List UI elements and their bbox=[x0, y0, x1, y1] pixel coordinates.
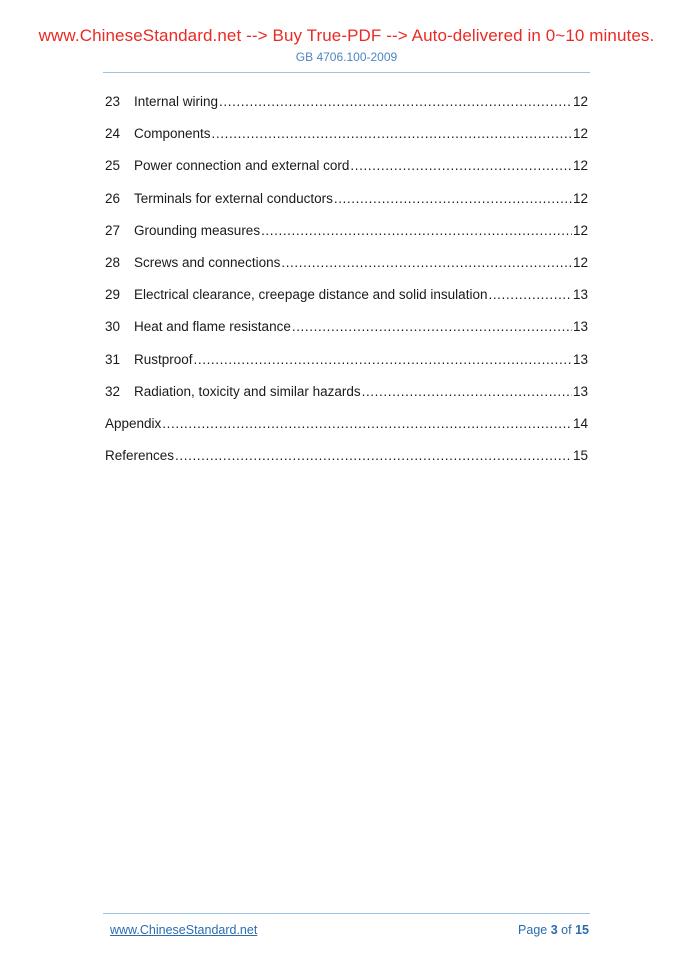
toc-leader-dots bbox=[350, 158, 572, 173]
footer-website-link[interactable]: www.ChineseStandard.net bbox=[110, 923, 258, 937]
toc-leader-dots bbox=[281, 255, 572, 270]
toc-entry-number: 23 bbox=[105, 94, 121, 109]
toc-entry-appendix[interactable] bbox=[105, 416, 588, 448]
toc-leader-dots bbox=[488, 287, 572, 302]
toc-entry-title: Components bbox=[134, 126, 211, 142]
toc-entry-page: 12 bbox=[572, 94, 588, 109]
toc-entry[interactable] bbox=[105, 223, 588, 255]
toc-entry-number: 24 bbox=[105, 126, 121, 142]
toc-entry-page: 12 bbox=[572, 254, 588, 270]
page-prefix: Page bbox=[518, 923, 548, 937]
toc-entry-page: 12 bbox=[572, 222, 588, 238]
toc-entry-title: Grounding measures bbox=[134, 222, 261, 238]
toc-entry-title: Electrical clearance, creepage distance and solid insulation bbox=[134, 287, 488, 303]
total-pages-number: 15 bbox=[575, 923, 589, 937]
toc-leader-dots bbox=[162, 416, 572, 431]
toc-entry-number: 26 bbox=[105, 190, 121, 206]
page-separator: of bbox=[561, 923, 572, 937]
toc-entry-page: 15 bbox=[572, 448, 588, 464]
promo-banner[interactable]: www.ChineseStandard.net --> Buy True-PDF --> Auto-delivered in 0~10 minutes. bbox=[38, 26, 655, 45]
toc-leader-dots bbox=[362, 384, 572, 399]
document-id: GB 4706.100-2009 bbox=[295, 50, 398, 64]
toc-entry-title: Screws and connections bbox=[134, 254, 281, 270]
toc-leader-dots bbox=[334, 191, 572, 206]
toc-entry-page: 12 bbox=[572, 126, 588, 142]
toc-entry-page: 14 bbox=[572, 415, 588, 431]
footer-divider bbox=[103, 913, 590, 914]
toc-entry[interactable] bbox=[105, 384, 588, 416]
toc-leader-dots bbox=[219, 94, 572, 109]
toc-entry-title: Appendix bbox=[105, 415, 162, 431]
toc-entry[interactable] bbox=[105, 287, 588, 319]
current-page-number: 3 bbox=[550, 923, 558, 937]
page-indicator bbox=[518, 923, 589, 937]
toc-entry-page: 13 bbox=[572, 287, 588, 303]
toc-leader-dots bbox=[212, 126, 572, 141]
toc-entry[interactable] bbox=[105, 319, 588, 351]
toc-entry[interactable] bbox=[105, 158, 588, 190]
toc-leader-dots bbox=[261, 223, 572, 238]
toc-entry-references[interactable] bbox=[105, 448, 588, 480]
toc-entry-title: Power connection and external cord bbox=[134, 158, 350, 174]
toc-entry-page: 13 bbox=[572, 319, 588, 335]
toc-leader-dots bbox=[175, 448, 572, 463]
toc-entry-title: Radiation, toxicity and similar hazards bbox=[134, 383, 361, 399]
toc-entry-page: 12 bbox=[572, 158, 588, 174]
toc-entry-page: 13 bbox=[572, 383, 588, 399]
toc-entry-page: 12 bbox=[572, 190, 588, 206]
toc-entry[interactable] bbox=[105, 191, 588, 223]
toc-entry-title: Terminals for external conductors bbox=[134, 190, 333, 206]
toc-entry[interactable] bbox=[105, 94, 588, 126]
toc-entry-number: 31 bbox=[105, 351, 121, 367]
toc-entry[interactable] bbox=[105, 126, 588, 158]
toc-entry-number: 27 bbox=[105, 222, 121, 238]
toc-entry-page: 13 bbox=[572, 351, 588, 367]
toc-entry-title: Rustproof bbox=[134, 351, 193, 367]
toc-entry-title: Internal wiring bbox=[134, 94, 219, 109]
toc-entry[interactable] bbox=[105, 352, 588, 384]
header-divider bbox=[103, 72, 590, 73]
toc-entry-number: 29 bbox=[105, 287, 121, 303]
toc-leader-dots bbox=[292, 319, 572, 334]
toc-entry-number: 28 bbox=[105, 254, 121, 270]
table-of-contents bbox=[105, 94, 588, 480]
toc-entry[interactable] bbox=[105, 255, 588, 287]
toc-entry-number: 25 bbox=[105, 158, 121, 174]
toc-entry-title: Heat and flame resistance bbox=[134, 319, 291, 335]
toc-entry-number: 30 bbox=[105, 319, 121, 335]
toc-entry-number: 32 bbox=[105, 383, 121, 399]
toc-entry-title: References bbox=[105, 448, 175, 464]
toc-leader-dots bbox=[194, 352, 572, 367]
